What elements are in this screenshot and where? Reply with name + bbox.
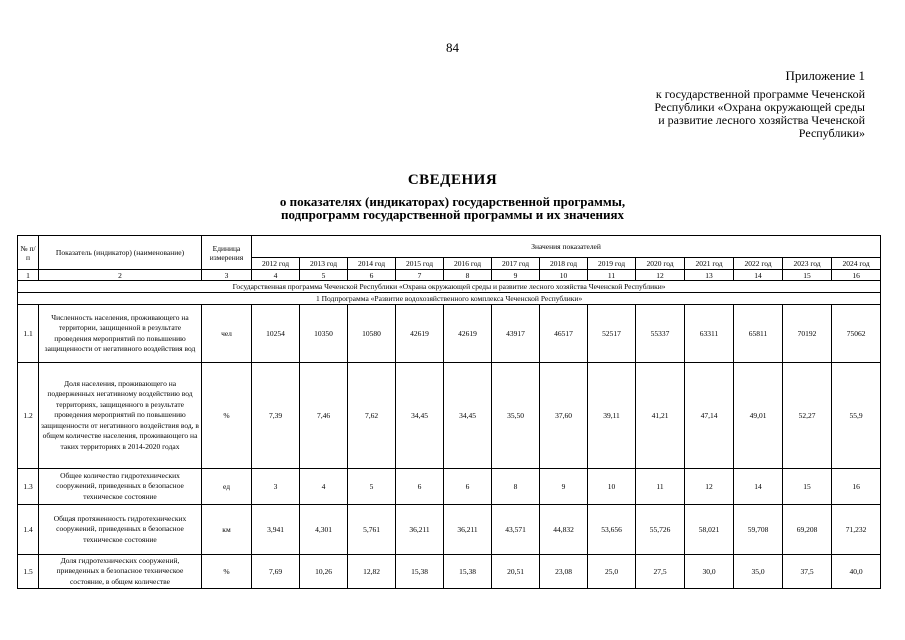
indicator-unit: км	[202, 505, 252, 555]
document-heading	[0, 172, 905, 221]
indicator-value: 53,656	[588, 505, 636, 555]
header-name: Показатель (индикатор) (наименование)	[39, 236, 202, 270]
indicator-value: 35,0	[734, 555, 783, 589]
indicator-value: 70192	[783, 305, 832, 363]
column-number: 6	[348, 270, 396, 281]
indicator-value: 37,60	[540, 363, 588, 469]
indicator-value: 3,941	[252, 505, 300, 555]
indicator-value: 5,761	[348, 505, 396, 555]
column-number: 9	[492, 270, 540, 281]
indicator-value: 11	[636, 469, 685, 505]
indicator-value: 41,21	[636, 363, 685, 469]
indicator-unit: %	[202, 363, 252, 469]
header-year: 2019 год	[588, 258, 636, 270]
heading-title: СВЕДЕНИЯ	[407, 172, 498, 188]
header-year: 2018 год	[540, 258, 588, 270]
indicator-unit: %	[202, 555, 252, 589]
header-year: 2014 год	[348, 258, 396, 270]
indicator-value: 46517	[540, 305, 588, 363]
appendix-line: к государственной программе Чеченской	[655, 87, 865, 101]
indicator-value: 75062	[832, 305, 881, 363]
header-year: 2015 год	[396, 258, 444, 270]
indicator-value: 36,211	[396, 505, 444, 555]
indicator-value: 42619	[444, 305, 492, 363]
row-number: 1.2	[18, 363, 39, 469]
header-year: 2024 год	[832, 258, 881, 270]
indicator-value: 16	[832, 469, 881, 505]
column-number: 15	[783, 270, 832, 281]
indicator-value: 30,0	[685, 555, 734, 589]
indicator-value: 65811	[734, 305, 783, 363]
indicator-value: 7,69	[252, 555, 300, 589]
indicator-value: 3	[252, 469, 300, 505]
column-number: 10	[540, 270, 588, 281]
column-number: 11	[588, 270, 636, 281]
indicator-value: 44,832	[540, 505, 588, 555]
indicator-value: 10254	[252, 305, 300, 363]
indicator-value: 34,45	[396, 363, 444, 469]
indicator-value: 10350	[300, 305, 348, 363]
header-year: 2016 год	[444, 258, 492, 270]
indicators-table	[17, 235, 881, 589]
header-values: Значения показателей	[252, 236, 881, 258]
column-number: 2	[39, 270, 202, 281]
indicator-value: 10,26	[300, 555, 348, 589]
indicator-value: 6	[396, 469, 444, 505]
indicator-value: 42619	[396, 305, 444, 363]
column-number: 3	[202, 270, 252, 281]
indicator-value: 35,50	[492, 363, 540, 469]
column-number: 13	[685, 270, 734, 281]
appendix-line: Республики»	[798, 126, 865, 140]
indicator-value: 9	[540, 469, 588, 505]
indicator-value: 6	[444, 469, 492, 505]
indicator-name: Численность населения, проживающего на территории, защищенной в результате проведения мероприятий по повышению защищенности от негативного воздействия вод	[39, 305, 202, 363]
header-year: 2012 год	[252, 258, 300, 270]
indicator-value: 10	[588, 469, 636, 505]
column-number: 4	[252, 270, 300, 281]
indicator-value: 12,82	[348, 555, 396, 589]
appendix-line: Республики «Охрана окружающей среды	[654, 100, 865, 114]
indicator-value: 8	[492, 469, 540, 505]
indicator-value: 59,708	[734, 505, 783, 555]
header-year: 2021 год	[685, 258, 734, 270]
appendix-title: Приложение 1	[785, 68, 865, 83]
indicator-value: 15,38	[444, 555, 492, 589]
indicator-value: 15,38	[396, 555, 444, 589]
indicator-value: 39,11	[588, 363, 636, 469]
indicator-value: 7,39	[252, 363, 300, 469]
page-number: 84	[446, 40, 459, 55]
indicator-value: 43,571	[492, 505, 540, 555]
indicator-value: 43917	[492, 305, 540, 363]
column-number: 14	[734, 270, 783, 281]
indicator-name: Доля населения, проживающего на подверженных негативному воздействию вод территориях, защищенного в результате проведения мероприятий по повышению защищенности от негативного воздействия вод, в общем количестве населения, проживающего на таких территориях в 2014-2020 годах	[39, 363, 202, 469]
header-year: 2022 год	[734, 258, 783, 270]
indicator-value: 52,27	[783, 363, 832, 469]
header-year: 2023 год	[783, 258, 832, 270]
table-row	[18, 555, 881, 589]
indicator-name: Общая протяженность гидротехнических сооружений, приведенных в безопасное техническое состояние	[39, 505, 202, 555]
indicator-value: 52517	[588, 305, 636, 363]
indicator-value: 4	[300, 469, 348, 505]
indicator-value: 71,232	[832, 505, 881, 555]
indicator-value: 25,0	[588, 555, 636, 589]
indicator-value: 5	[348, 469, 396, 505]
subprogram-title: 1 Подпрограмма «Развитие водохозяйственного комплекса Чеченской Республики»	[18, 293, 881, 305]
heading-subtitle: о показателях (индикаторах) государственной программы,	[279, 194, 626, 209]
program-title: Государственная программа Чеченской Республики «Охрана окружающей среды и развитие лесного хозяйства Чеченской Республики»	[18, 281, 881, 293]
indicator-value: 69,208	[783, 505, 832, 555]
column-number: 7	[396, 270, 444, 281]
indicator-value: 37,5	[783, 555, 832, 589]
column-number: 12	[636, 270, 685, 281]
table-row	[18, 363, 881, 469]
header-year: 2020 год	[636, 258, 685, 270]
indicator-value: 55,9	[832, 363, 881, 469]
indicator-unit: ед	[202, 469, 252, 505]
indicator-value: 40,0	[832, 555, 881, 589]
header-year: 2013 год	[300, 258, 348, 270]
column-number: 5	[300, 270, 348, 281]
indicator-name: Общее количество гидротехнических сооружений, приведенных в безопасное техническое состояние	[39, 469, 202, 505]
indicator-value: 34,45	[444, 363, 492, 469]
indicator-value: 58,021	[685, 505, 734, 555]
indicator-value: 10580	[348, 305, 396, 363]
header-unit: Единица измерения	[202, 236, 252, 270]
indicator-value: 12	[685, 469, 734, 505]
heading-subtitle: подпрограмм государственной программы и их значениях	[280, 207, 625, 222]
indicator-value: 7,62	[348, 363, 396, 469]
indicator-value: 4,301	[300, 505, 348, 555]
indicator-value: 27,5	[636, 555, 685, 589]
indicator-value: 55,726	[636, 505, 685, 555]
indicator-value: 47,14	[685, 363, 734, 469]
indicator-value: 36,211	[444, 505, 492, 555]
column-number: 1	[18, 270, 39, 281]
indicator-unit: чел	[202, 305, 252, 363]
indicator-value: 55337	[636, 305, 685, 363]
header-num: № п/п	[18, 236, 39, 270]
column-number: 8	[444, 270, 492, 281]
row-number: 1.1	[18, 305, 39, 363]
appendix-line: и развитие лесного хозяйства Чеченской	[658, 113, 865, 127]
indicator-value: 63311	[685, 305, 734, 363]
header-year: 2017 год	[492, 258, 540, 270]
table-row	[18, 305, 881, 363]
table-row	[18, 469, 881, 505]
indicator-value: 14	[734, 469, 783, 505]
row-number: 1.4	[18, 505, 39, 555]
indicator-value: 7,46	[300, 363, 348, 469]
indicator-value: 49,01	[734, 363, 783, 469]
indicator-value: 23,08	[540, 555, 588, 589]
row-number: 1.3	[18, 469, 39, 505]
appendix-block	[605, 69, 865, 140]
row-number: 1.5	[18, 555, 39, 589]
table-row	[18, 505, 881, 555]
indicator-name: Доля гидротехнических сооружений, приведенных в безопасное техническое состояние, в общем количестве	[39, 555, 202, 589]
indicator-value: 15	[783, 469, 832, 505]
indicator-value: 20,51	[492, 555, 540, 589]
column-number: 16	[832, 270, 881, 281]
